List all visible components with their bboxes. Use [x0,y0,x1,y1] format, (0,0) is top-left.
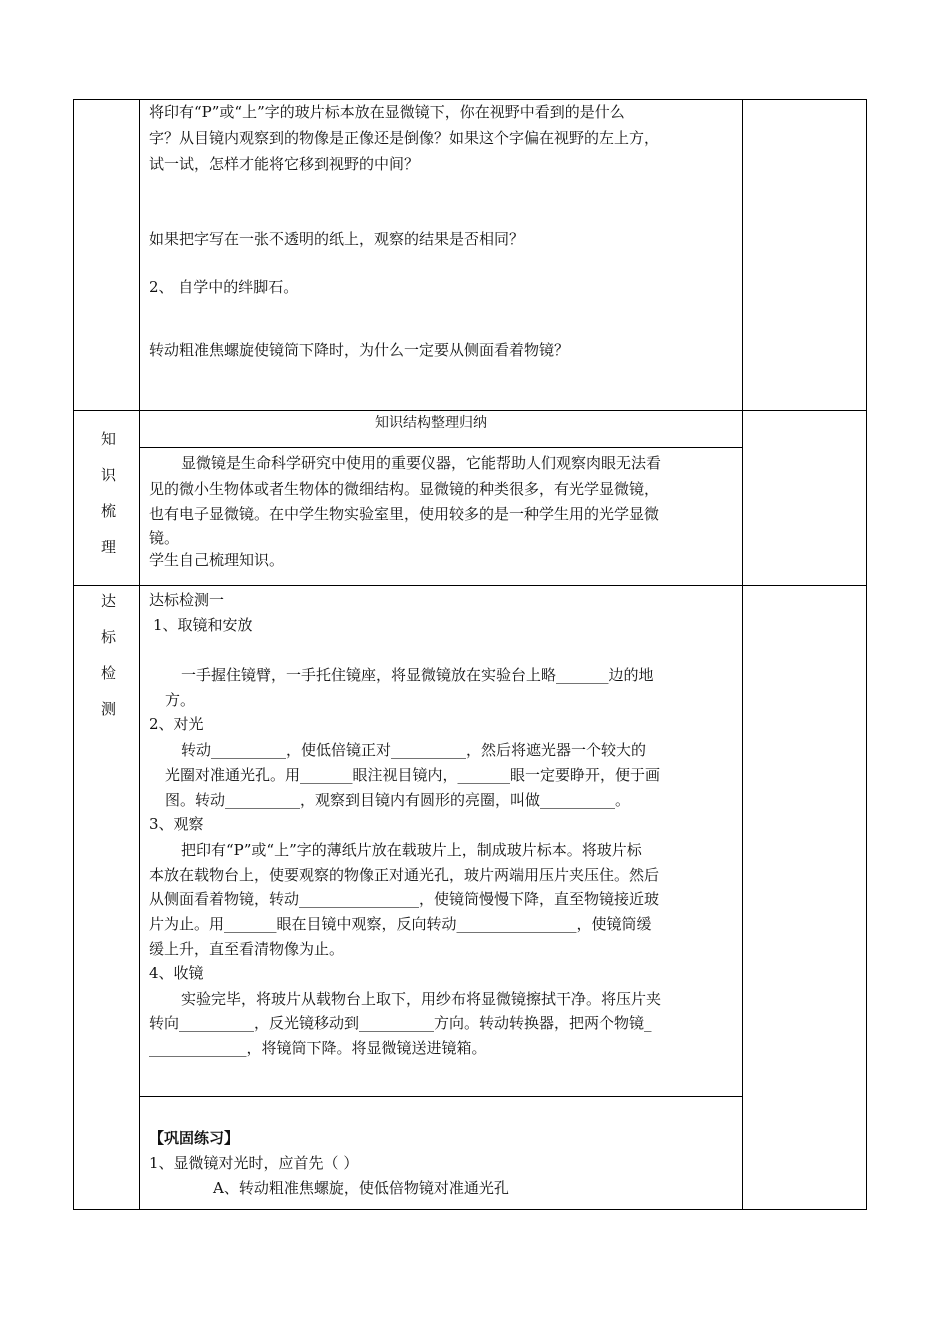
test-s3-text: 本放在载物台上，使要观察的物像正对通光孔，玻片两端用压片夹压住。然后 [149,866,660,884]
test-title: 达标检测一 [149,591,225,609]
knowledge-side-char: 识 [101,466,117,484]
test-s2-heading: 2、对光 [149,715,204,733]
question-line: 将印有“P”或“上”字的玻片标本放在显微镜下，你在视野中看到的是什么 [149,103,625,121]
knowledge-paragraph: 镜。 [149,529,180,547]
test-s3-text: 缓上升，直至看清物像为止。 [149,940,345,958]
question-coarse-focus: 转动粗准焦螺旋使镜筒下降时，为什么一定要从侧面看着物镜？ [149,341,570,359]
test-s3-text: 把印有“P”或“上”字的薄纸片放在载玻片上，制成玻片标本。将玻片标 [181,841,642,859]
test-s2-text: 转动__________，使低倍镜正对__________，然后将遮光器一个较大的 [181,741,647,759]
test-s1-text: 一手握住镜臂，一手托住镜座，将显微镜放在实验台上略_______边的地 [181,666,654,684]
test-s4-text: _____________，将镜筒下降。将显微镜送进镜箱。 [149,1039,487,1057]
knowledge-side-char: 梳 [101,502,117,520]
test-side-char: 测 [101,700,117,718]
test-s4-heading: 4、收镜 [149,964,204,982]
test-side-char: 标 [101,628,117,646]
test-s1-text: 方。 [165,691,196,709]
knowledge-paragraph: 也有电子显微镜。在中学生物实验室里，使用较多的是一种学生用的光学显微 [149,505,660,523]
test-s3-text: 从侧面看着物镜，转动________________，使镜筒慢慢下降，直至物镜接近玻 [149,890,660,908]
table-border-bottom [73,1209,867,1210]
table-border-right [866,99,867,1210]
practice-option-a: A、转动粗准焦螺旋，使低倍物镜对准通光孔 [213,1179,509,1197]
test-side-char: 检 [101,664,117,682]
row-divider-test [73,585,867,586]
test-s4-text: 转向__________，反光镜移动到__________方向。转动转换器，把两个物镜_ [149,1014,652,1032]
table-divider-1 [139,99,140,1210]
practice-divider [139,1096,743,1097]
test-s4-text: 实验完毕，将玻片从载物台上取下，用纱布将显微镜擦拭干净。将压片夹 [181,990,662,1008]
knowledge-side-char: 知 [101,430,117,448]
heading-divider [139,447,743,448]
test-s2-text: 光圈对准通光孔。用_______眼注视目镜内，_______眼一定要睁开，便于画 [165,766,661,784]
item-2-heading: 2、 自学中的绊脚石。 [149,278,299,296]
knowledge-paragraph: 见的微小生物体或者生物体的微细结构。显微镜的种类很多，有光学显微镜， [149,480,660,498]
test-s1-heading: 1、取镜和安放 [153,616,253,634]
test-s2-text: 图。转动__________，观察到目镜内有圆形的亮圈，叫做__________。 [165,791,631,809]
test-s3-text: 片为止。用_______眼在目镜中观察，反向转动________________，使镜筒缓 [149,915,652,933]
worksheet-table [73,99,867,1210]
question-line: 试一试，怎样才能将它移到视野的中间？ [149,155,420,173]
row-divider-knowledge [73,410,867,411]
knowledge-side-char: 理 [101,538,117,556]
table-border-left [73,99,74,1210]
knowledge-paragraph: 显微镜是生命科学研究中使用的重要仪器，它能帮助人们观察肉眼无法看 [181,454,662,472]
knowledge-heading: 知识结构整理归纳 [375,415,487,431]
question-opaque-paper: 如果把字写在一张不透明的纸上，观察的结果是否相同？ [149,230,525,248]
table-divider-2 [742,99,743,1210]
practice-question-1: 1、显微镜对光时，应首先（ ） [149,1154,359,1172]
test-s3-heading: 3、观察 [149,815,204,833]
test-side-char: 达 [101,592,117,610]
table-border-top [73,99,867,100]
practice-title: 【巩固练习】 [149,1129,240,1147]
knowledge-note: 学生自己梳理知识。 [149,551,285,569]
question-line: 字？从目镜内观察到的物像是正像还是倒像？如果这个字偏在视野的左上方， [149,129,660,147]
